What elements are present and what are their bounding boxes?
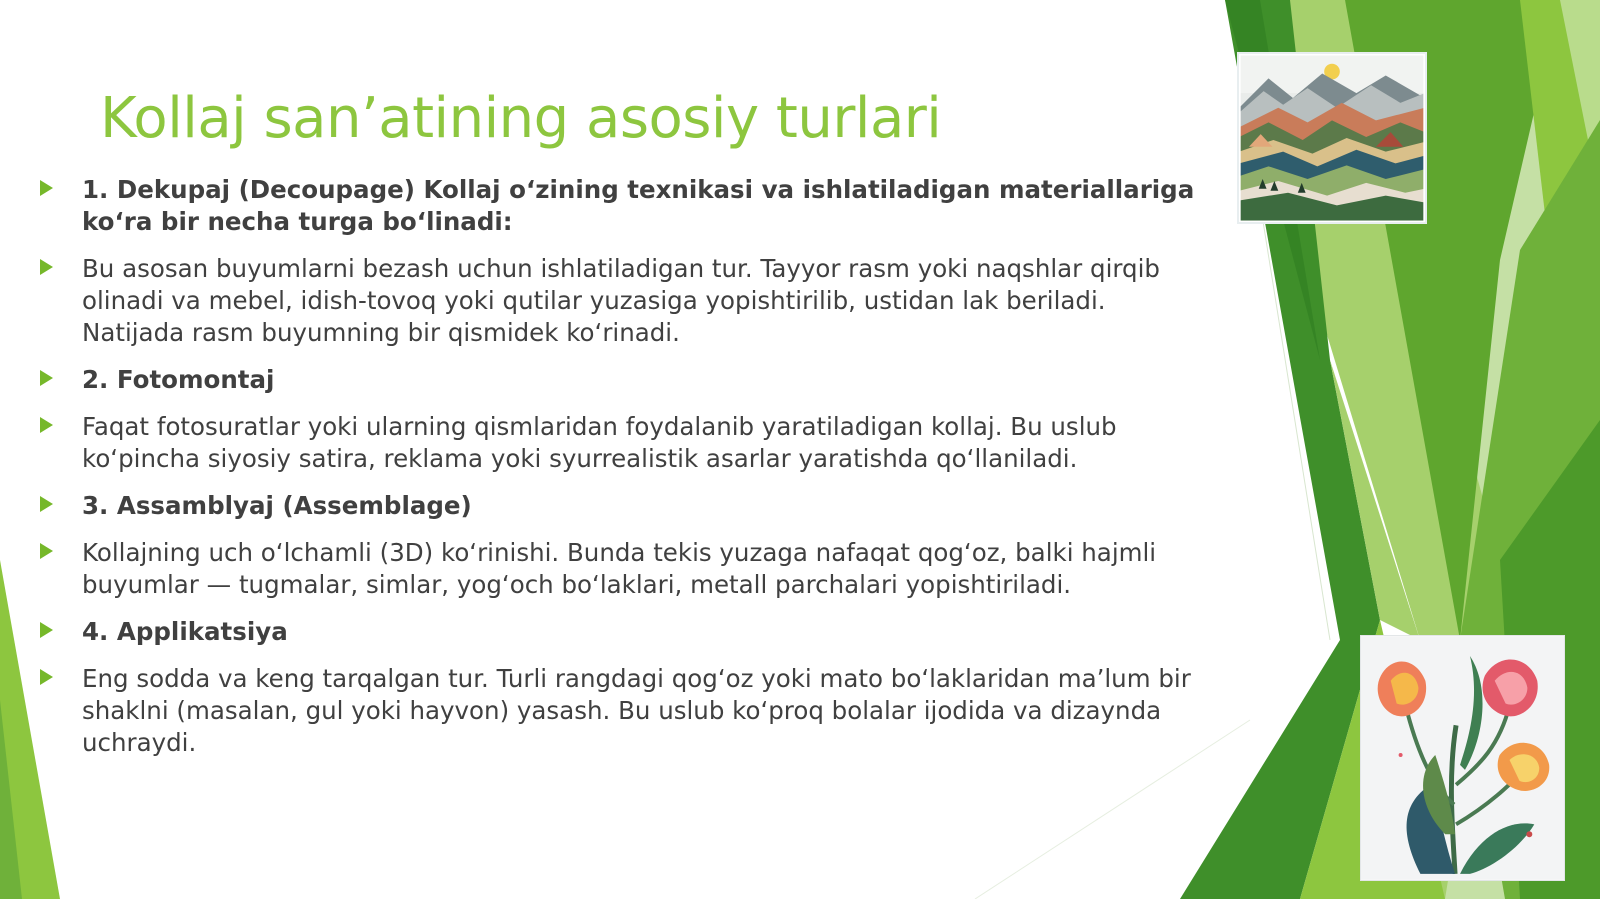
bullet-text: Eng sodda va keng tarqalgan tur. Turli rangdagi qog‘oz yoki mato bo‘laklaridan ma’lum bir shaklni (masalan, gul yoki hayvon) yasash. Bu uslub ko‘proq bolalar ijodida va dizaynda uchraydi.: [82, 664, 1191, 757]
bullet-item: [40, 663, 1200, 759]
bullet-text: 4. Applikatsiya: [82, 617, 288, 646]
slide-title: Kollaj san’atining asosiy turlari: [100, 86, 942, 151]
bullet-item: [40, 364, 1200, 396]
bullet-text: 2. Fotomontaj: [82, 365, 275, 394]
bullet-list: [40, 174, 1200, 774]
triangle-bullet-icon: [40, 370, 53, 386]
bullet-item: [40, 537, 1200, 601]
bullet-text: 1. Dekupaj (Decoupage) Kollaj o‘zining texnikasi va ishlatiladigan materiallariga ko‘ra bir necha turga bo‘linadi:: [82, 175, 1195, 236]
bullet-text: Faqat fotosuratlar yoki ularning qismlaridan foydalanib yaratiladigan kollaj. Bu uslub ko‘pincha siyosiy satira, reklama yoki syurrealistik asarlar yaratishda qo‘llaniladi.: [82, 412, 1117, 473]
triangle-bullet-icon: [40, 669, 53, 685]
triangle-bullet-icon: [40, 180, 53, 196]
bullet-item: [40, 490, 1200, 522]
triangle-bullet-icon: [40, 622, 53, 638]
triangle-bullet-icon: [40, 417, 53, 433]
paper-flower-collage-image: [1360, 635, 1565, 881]
mountain-landscape-collage-image: [1237, 52, 1427, 224]
bullet-item: [40, 174, 1200, 238]
bullet-text: 3. Assamblyaj (Assemblage): [82, 491, 472, 520]
bullet-item: [40, 411, 1200, 475]
bullet-text: Kollajning uch o‘lchamli (3D) ko‘rinishi. Bunda tekis yuzaga nafaqat qog‘oz, balki hajmli buyumlar — tugmalar, simlar, yog‘och bo‘laklari, metall parchalari yopishtiriladi.: [82, 538, 1157, 599]
flower-collage-icon: [1361, 636, 1564, 880]
triangle-bullet-icon: [40, 259, 53, 275]
triangle-bullet-icon: [40, 496, 53, 512]
bullet-text: Bu asosan buyumlarni bezash uchun ishlatiladigan tur. Tayyor rasm yoki naqshlar qirqib olinadi va mebel, idish-tovoq yoki qutilar yuzasiga yopishtirilib, ustidan lak beriladi. Natijada rasm buyumning bir qismidek ko‘rinadi.: [82, 254, 1160, 347]
mountain-collage-icon: [1239, 54, 1425, 222]
bullet-item: [40, 616, 1200, 648]
triangle-bullet-icon: [40, 543, 53, 559]
bullet-item: [40, 253, 1200, 349]
